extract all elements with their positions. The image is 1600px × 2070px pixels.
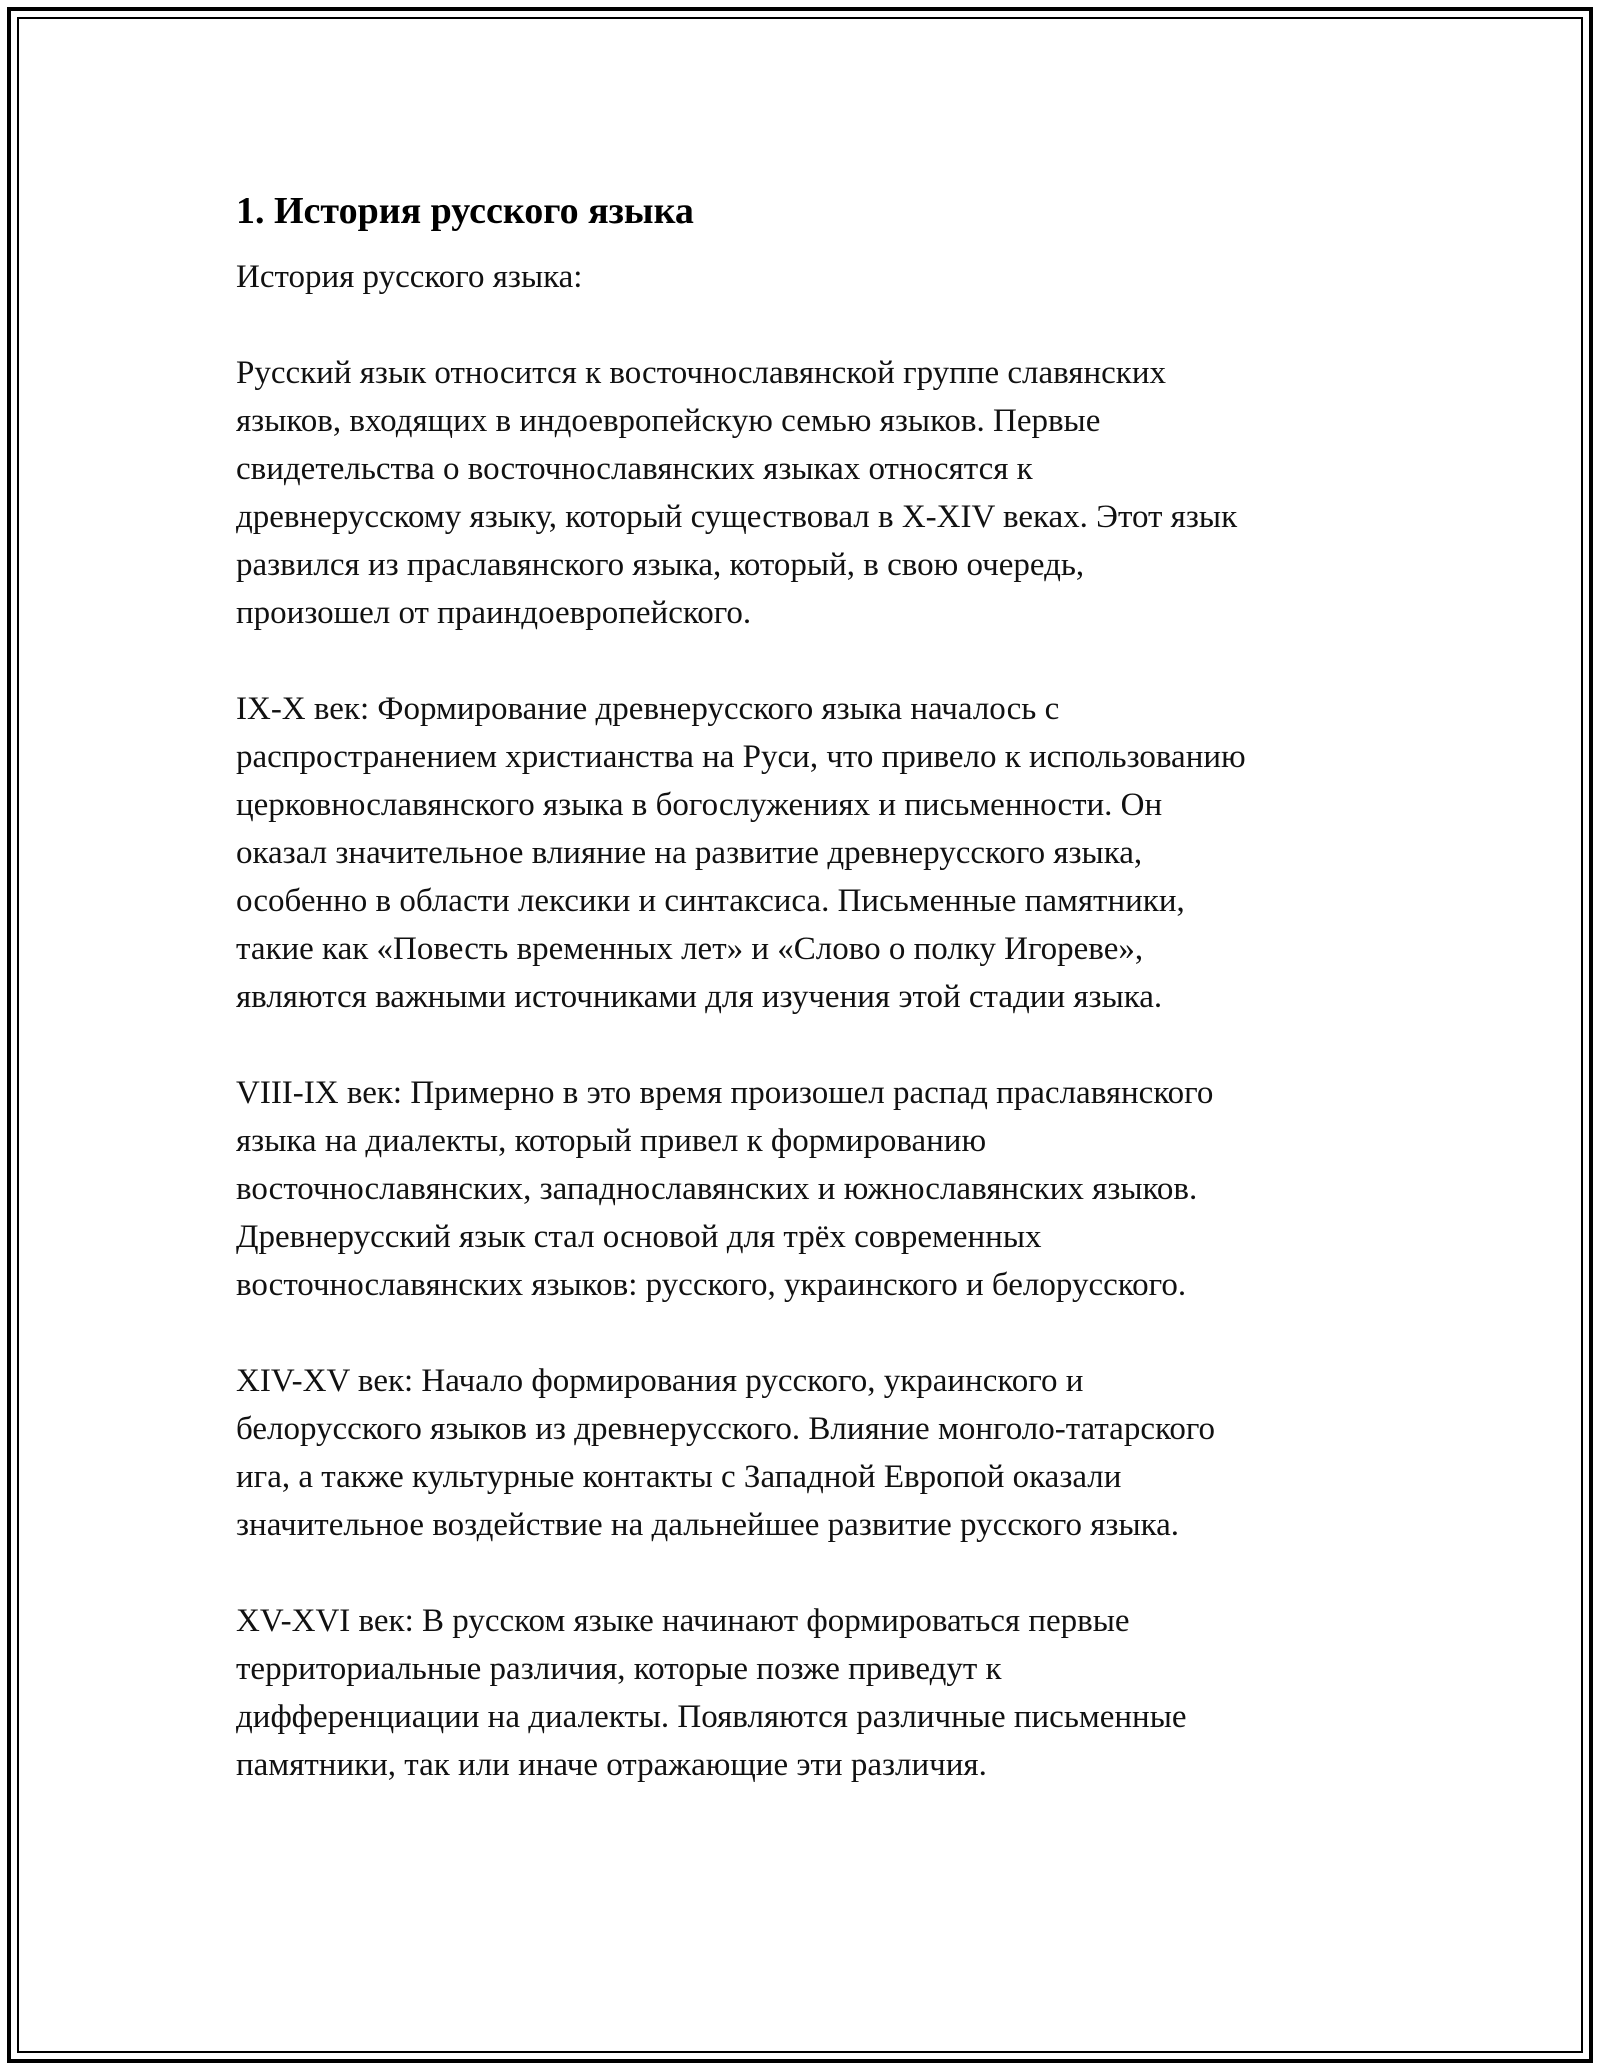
paragraph-8-9-century: VIII-IX век: Примерно в это время произошел распад праславянского языка на диалекты, который привел к формированию восточнославянских, западнославянских и южнославянских языков. Древнерусский язык стал основой для трёх современных восточнославянских языков: русского, украинского и белорусского. [236,1075,1214,1303]
paragraph-15-16-century: XV-XVI век: В русском языке начинают формироваться первые территориальные различия, которые позже приведут к дифференциации на диалекты. Появляются различные письменные памятники, так или иначе отражающие эти различия. [236,1603,1187,1783]
paragraph-14-15-century: XIV-XV век: Начало формирования русского, украинского и белорусского языков из древнерусского. Влияние монголо-татарского ига, а также культурные контакты с Западной Европой оказали значительное воздействие на дальнейшее развитие русского языка. [236,1363,1216,1543]
page-title: 1. История русского языка [236,190,694,232]
intro-line: История русского языка: [236,259,583,295]
paragraph-overview: Русский язык относится к восточнославянской группе славянских языков, входящих в индоевропейскую семью языков. Первые свидетельства о восточнославянских языках относятся к древнерусскому языку, который существовал в X-XIV веках. Этот язык развился из праславянского языка, который, в свою очередь, произошел от праиндоевропейского. [236,355,1238,631]
paragraph-9-10-century: IX-X век: Формирование древнерусского языка началось с распространением христианства на Руси, что привело к использованию церковнославянского языка в богослужениях и письменности. Он оказал значительное влияние на развитие древнерусского языка, особенно в области лексики и синтаксиса. Письменные памятники, такие как «Повесть временных лет» и «Слово о полку Игореве», являются важными источниками для изучения этой стадии языка. [236,691,1246,1015]
document-body [236,185,1386,1789]
